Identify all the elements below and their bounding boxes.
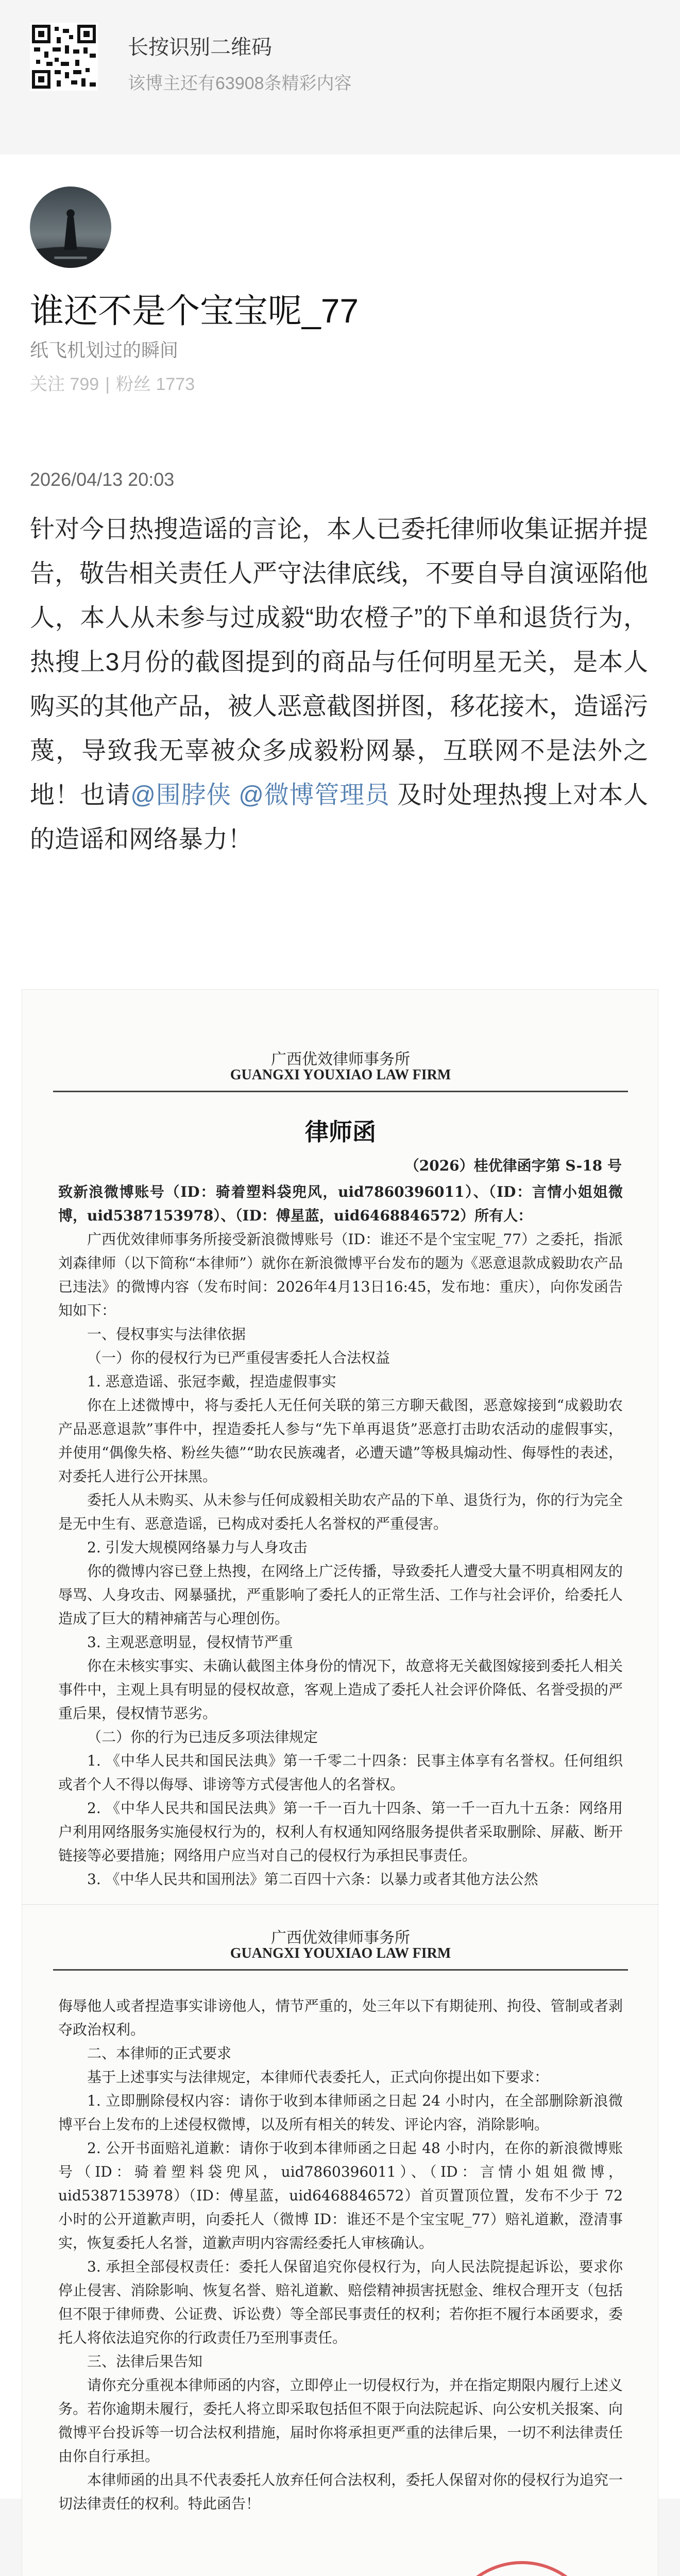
letter-paragraph: 基于上述事实与法律规定，本律师代表委托人，正式向你提出如下要求： — [87, 2069, 549, 2086]
post-text-tail: 及时处理热搜上对本人的造谣和网络暴力！ — [30, 782, 649, 853]
letter-heading: （一）你的侵权行为已严重侵害委托人合法权益 — [87, 1349, 390, 1366]
letter-paragraph: 你的微博内容已登上热搜，在网络上广泛传播，导致委托人遭受大量不明真相网友的辱骂、人身攻击、网暴骚扰，严重影响了委托人的正常生活、工作与社会评价，给委托人造成了巨大的精神痛苦与心理创伤。 — [58, 1563, 623, 1627]
letter-paragraph: 广西优效律师事务所接受新浪微博账号（ID：谁还不是个宝宝呢_77）之委托，指派刘森律师（以下简称“本律师”）就你在新浪微博平台发布的题为《恶意退款成毅助农产品已违法》的微博内容（发布时间：2026年4月13日16:45，发布地：重庆），向你发函告知如下： — [58, 1231, 623, 1319]
user-tagline: 纸飞机划过的瞬间 — [30, 340, 179, 361]
letter-title: 律师函 — [305, 1118, 376, 1146]
mention-link[interactable]: @微博管理员 — [239, 782, 390, 809]
qr-subtitle: 该博主还有63908条精彩内容 — [128, 74, 352, 93]
qr-code-icon[interactable] — [30, 23, 98, 91]
letterhead-firm-en: GUANGXI YOUXIAO LAW FIRM — [230, 1067, 451, 1083]
user-stats — [30, 370, 195, 395]
letter-heading: 1. 恶意造谣、张冠李戴，捏造虚假事实 — [87, 1373, 336, 1390]
post-text-main: 针对今日热搜造谣的言论，本人已委托律师收集证据并提告，敬告相关责任人严守法律底线，不要自导自演诬陷他人，本人从未参与过成毅“助农橙子”的下单和退货行为，热搜上3月份的截图提到的商品与任何明星无关，是本人购买的其他产品，被人恶意截图拼图，移花接木，造谣污蔑，导致我无辜被众多成毅粉网暴，互联网不是法外之地！也请 — [30, 516, 649, 809]
letter-doc-number: （2026）桂优律函字第 S-18 号 — [404, 1157, 622, 1174]
letterhead-firm-en: GUANGXI YOUXIAO LAW FIRM — [230, 1945, 451, 1961]
letter-heading: 2. 引发大规模网络暴力与人身攻击 — [87, 1539, 308, 1556]
fans-count[interactable]: 粉丝 1773 — [116, 375, 195, 394]
letter-heading: 三、法律后果告知 — [87, 2353, 203, 2370]
letter-request-item: 3. 承担全部侵权责任：委托人保留追究你侵权行为，向人民法院提起诉讼，要求你停止侵害、消除影响、恢复名誉、赔礼道歉、赔偿精神损害抚慰金、维权合理开支（包括但不限于律师费、公证费、诉讼费）等全部民事责任的权利；若你拒不履行本函要求，委托人将依法追究你的行政责任乃至刑事责任。 — [58, 2258, 623, 2346]
letter-paragraph: 你在未核实事实、未确认截图主体身份的情况下，故意将无关截图嫁接到委托人相关事件中，主观上具有明显的侵权故意，客观上造成了委托人社会评价降低、名誉受损的严重后果，侵权情节恶劣。 — [58, 1657, 623, 1722]
letter-heading: 3. 主观恶意明显，侵权情节严重 — [87, 1634, 293, 1651]
letterhead-rule — [53, 1969, 628, 1971]
stats-separator: | — [105, 375, 110, 394]
letter-paragraph: 委托人从未购买、从未参与任何成毅相关助农产品的下单、退货行为，你的行为完全是无中生有、恶意造谣，已构成对委托人名誉权的严重侵害。 — [58, 1492, 623, 1532]
mention-link[interactable]: @围脖侠 — [130, 782, 232, 809]
letter-request-item: 1. 立即删除侵权内容：请你于收到本律师函之日起 24 小时内，在全部删除新浪微博平台上发布的上述侵权微博，以及所有相关的转发、评论内容，消除影响。 — [58, 2092, 623, 2133]
letter-heading: （二）你的行为已违反多项法律规定 — [87, 1728, 318, 1745]
qr-title: 长按识别二维码 — [128, 36, 272, 59]
post-text — [30, 507, 648, 862]
letter-law-item: 1. 《中华人民共和国民法典》第一千零二十四条：民事主体享有名誉权。任何组织或者个人不得以侮辱、诽谤等方式侵害他人的名誉权。 — [58, 1752, 623, 1793]
letter-heading: 一、侵权事实与法律依据 — [87, 1326, 246, 1343]
letter-recipients: 致新浪微博账号（ID：骑着塑料袋兜风，uid7860396011）、（ID：言情小姐姐微博，uid5387153978）、（ID：傅星蓝，uid6468846572）所有人： — [58, 1183, 623, 1224]
letter-law-item: 3. 《中华人民共和国刑法》第二百四十六条：以暴力或者其他方法公然 — [87, 1871, 538, 1888]
official-stamp — [445, 2561, 599, 2576]
letterhead-firm-cn: 广西优效律师事务所 — [271, 1929, 410, 1947]
letterhead-firm-cn: 广西优效律师事务所 — [271, 1050, 410, 1069]
avatar[interactable] — [30, 187, 111, 268]
qr-header — [0, 0, 680, 118]
attached-image-lawyer-letter[interactable] — [22, 989, 658, 2576]
letter-body-page1 — [58, 1180, 623, 1891]
username[interactable]: 谁还不是个宝宝呢_77 — [30, 292, 359, 330]
letter-law-item: 2. 《中华人民共和国民法典》第一千一百九十四条、第一千一百九十五条：网络用户利用网络服务实施侵权行为的，权利人有权通知网络服务提供者采取删除、屏蔽、断开链接等必要措施；网络用户应当对自己的侵权行为承担民事责任。 — [58, 1800, 623, 1864]
letter-paragraph: 请你充分重视本律师函的内容，立即停止一切侵权行为，并在指定期限内履行上述义务。若你逾期未履行，委托人将立即采取包括但不限于向法院起诉、向公安机关报案、向微博平台投诉等一切合法权利措施，届时你将承担更严重的法律后果，一切不利法律责任由你自行承担。 — [58, 2377, 623, 2465]
follow-count[interactable]: 关注 799 — [30, 375, 99, 394]
page-break — [22, 1904, 659, 1905]
post-time: 2026/04/13 20:03 — [30, 469, 175, 490]
letter-request-item: 2. 公开书面赔礼道歉：请你于收到本律师函之日起 48 小时内，在你的新浪微博账号（ID：骑着塑料袋兜风，uid7860396011）、（ID：言情小姐姐微博，uid5387153978）（ID：傅星蓝，uid6468846572）首页置顶位置，发布不少于 72 小时的公开道歉声明，向委托人（微博 ID：谁还不是个宝宝呢_77）赔礼道歉，澄清事实，恢复委托人名誉，道歉声明内容需经委托人审核确认。 — [58, 2140, 623, 2251]
letter-paragraph: 本律师函的出具不代表委托人放弃任何合法权利，委托人保留对你的侵权行为追究一切法律责任的权利。特此函告！ — [58, 2471, 623, 2512]
letter-paragraph: 侮辱他人或者捏造事实诽谤他人，情节严重的，处三年以下有期徒刑、拘役、管制或者剥夺政治权利。 — [58, 1997, 623, 2038]
letter-body-page2 — [58, 1994, 623, 2516]
letter-paragraph: 你在上述微博中，将与委托人无任何关联的第三方聊天截图，恶意嫁接到“成毅助农产品恶意退款”事件中，捏造委托人参与“先下单再退货”恶意打击助农活动的虚假事实，并使用“偶像失格、粉丝失德”“助农民族魂者，必遭天谴”等极具煽动性、侮辱性的表述，对委托人进行公开抹黑。 — [58, 1397, 623, 1485]
letterhead-rule — [53, 1091, 628, 1092]
letter-heading: 二、本律师的正式要求 — [87, 2045, 232, 2062]
